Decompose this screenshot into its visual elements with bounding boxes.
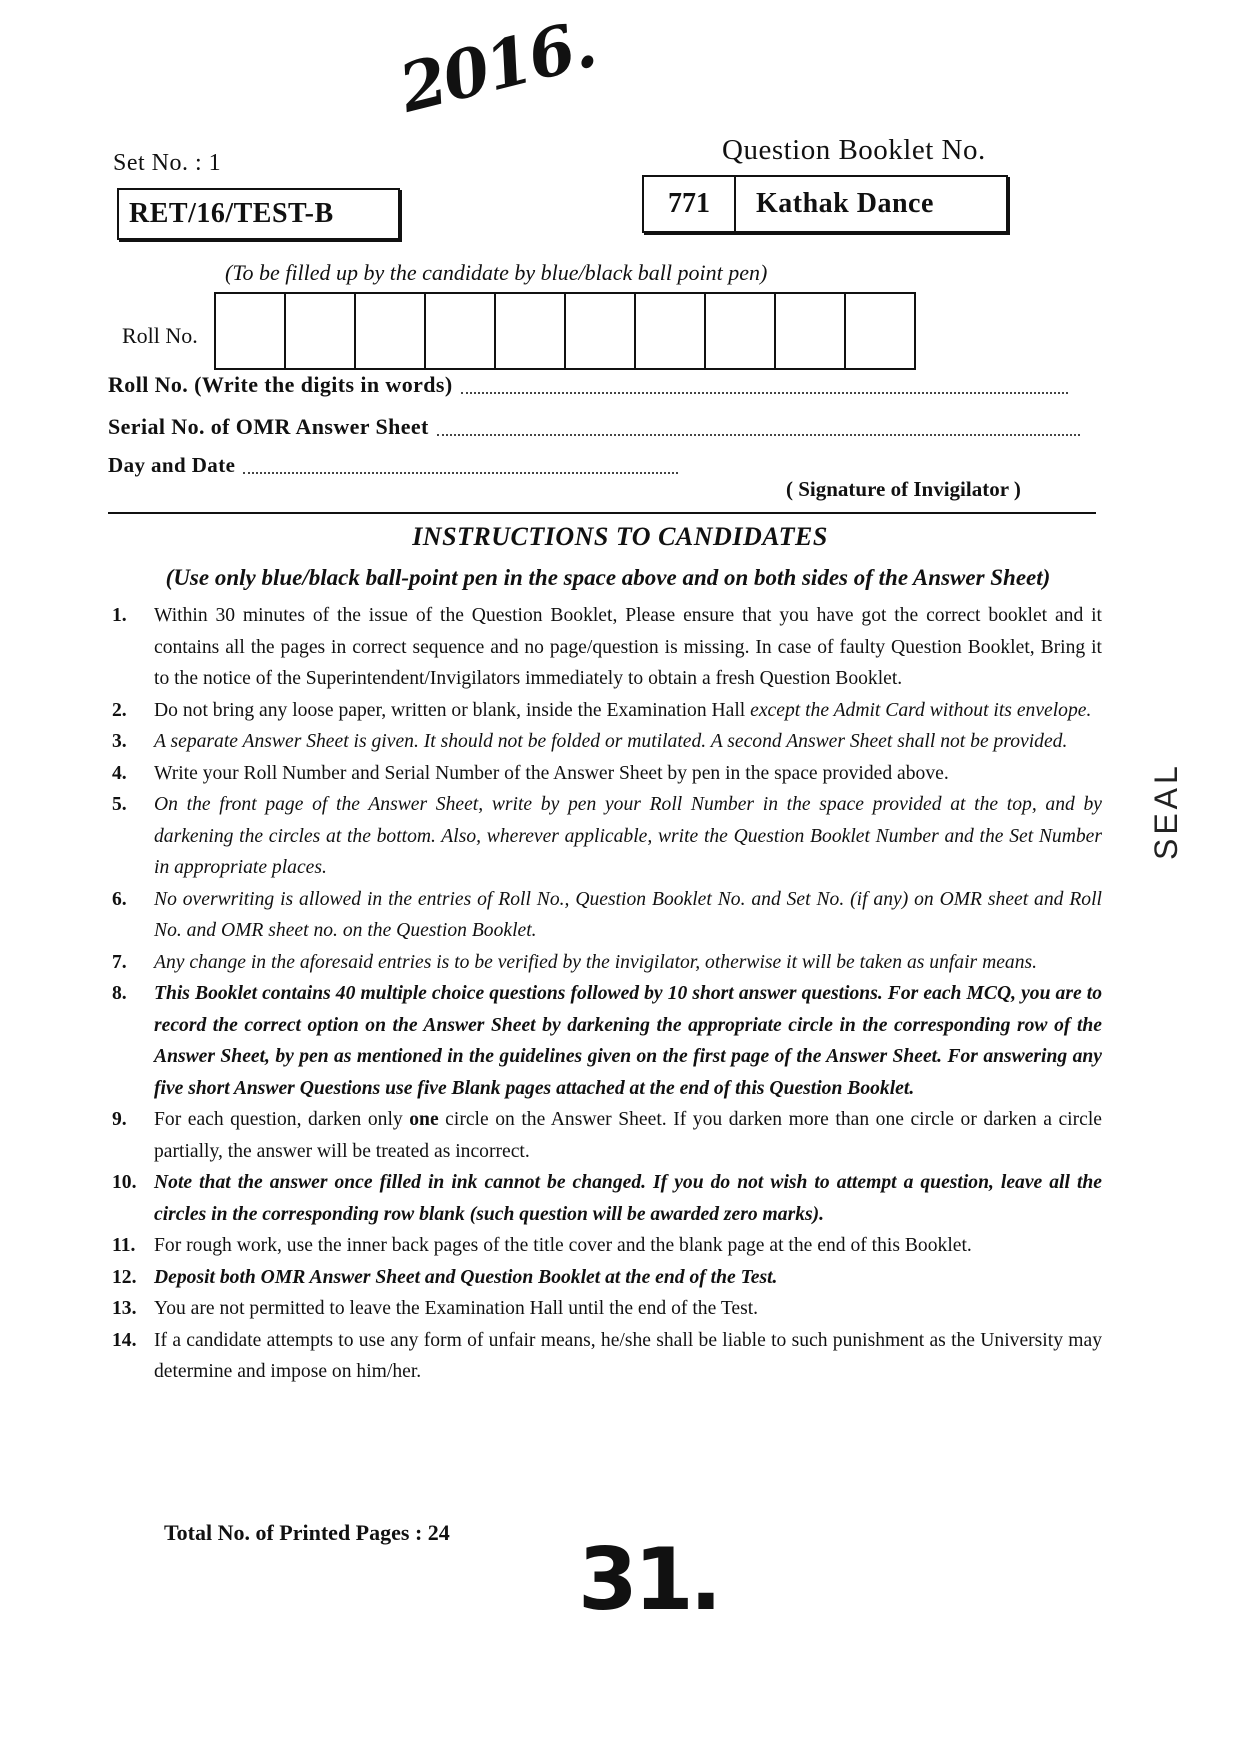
- seal-stamp: SEAL: [1148, 762, 1184, 860]
- instruction-item: [112, 978, 1102, 1104]
- instruction-number: 12.: [112, 1266, 137, 1288]
- booklet-number: 771: [644, 177, 736, 231]
- day-date-label: Day and Date: [108, 453, 236, 477]
- instruction-number: 6.: [112, 888, 127, 910]
- instruction-item: [112, 1262, 1102, 1294]
- instruction-item: [112, 1167, 1102, 1230]
- instruction-text: Do not bring any loose paper, written or blank, inside the Examination Hall: [154, 699, 751, 721]
- instruction-item: [112, 758, 1102, 790]
- dotted-line: [243, 472, 678, 474]
- instruction-number: 5.: [112, 794, 127, 815]
- roll-no-cell[interactable]: [846, 294, 916, 368]
- instruction-number: 10.: [112, 1172, 137, 1193]
- instruction-text: one: [409, 1109, 439, 1130]
- instructions-title: INSTRUCTIONS TO CANDIDATES: [412, 522, 828, 551]
- instruction-number: 8.: [112, 983, 127, 1004]
- instruction-item: [112, 884, 1102, 947]
- set-number: Set No. : 1: [113, 150, 222, 176]
- divider: [108, 512, 1096, 514]
- roll-no-words-label: Roll No. (Write the digits in words): [108, 372, 453, 397]
- question-booklet-title: Question Booklet No.: [722, 134, 986, 166]
- instruction-text: A separate Answer Sheet is given. It should not be folded or mutilated. A second Answer Sheet shall not be provided.: [154, 731, 1068, 752]
- booklet-number-box: [642, 175, 1008, 233]
- instruction-text: Within 30 minutes of the issue of the Question Booklet, Please ensure that you have got the correct booklet and it contains all the pages in correct sequence and no page/question is missing. In case of faulty Question Booklet, Bring it to the notice of the Superintendent/Invigilators immediately to obtain a fresh Question Booklet.: [154, 605, 1102, 689]
- dotted-line: [461, 392, 1068, 394]
- test-code: RET/16/TEST-B: [129, 198, 334, 229]
- subject-name: Kathak Dance: [756, 188, 934, 219]
- dotted-line: [437, 434, 1080, 436]
- instruction-text: except the Admit Card without its envelope.: [750, 699, 1092, 721]
- instruction-item: [112, 600, 1102, 695]
- roll-no-cell[interactable]: [776, 294, 846, 368]
- instruction-item: [112, 726, 1102, 758]
- instruction-text: Note that the answer once filled in ink cannot be changed. If you do not wish to attempt a question, leave all the circles in the corresponding row blank (such question will be awarded zero marks).: [154, 1172, 1102, 1225]
- instruction-number: 3.: [112, 731, 127, 752]
- handwritten-count: 31.: [578, 1530, 719, 1630]
- omr-serial-field[interactable]: [108, 414, 1080, 440]
- total-pages-value: 24: [427, 1520, 450, 1545]
- instruction-text: You are not permitted to leave the Examination Hall until the end of the Test.: [154, 1298, 759, 1319]
- instruction-number: 14.: [112, 1329, 137, 1351]
- instruction-text: No overwriting is allowed in the entries of Roll No., Question Booklet No. and Set No. (if any) on OMR sheet and Roll No. and OMR sheet no. on the Question Booklet.: [154, 888, 1102, 941]
- roll-no-cell[interactable]: [286, 294, 356, 368]
- roll-no-cell[interactable]: [496, 294, 566, 368]
- roll-no-cell[interactable]: [566, 294, 636, 368]
- instruction-text: If a candidate attempts to use any form of unfair means, he/she shall be liable to such punishment as the University may determine and impose on him/her.: [154, 1329, 1102, 1382]
- instruction-number: 11.: [112, 1235, 136, 1256]
- day-date-field[interactable]: [108, 453, 678, 478]
- instruction-text: Deposit both OMR Answer Sheet and Question Booklet at the end of the Test.: [154, 1266, 778, 1288]
- instructions-list: [112, 600, 1102, 1388]
- instructions-subtitle: (Use only blue/black ball-point pen in the space above and on both sides of the Answer Sheet): [165, 565, 1051, 590]
- instruction-text: Write your Roll Number and Serial Number of the Answer Sheet by pen in the space provided above.: [154, 762, 949, 784]
- instruction-number: 9.: [112, 1109, 127, 1130]
- total-printed-pages: [164, 1520, 450, 1546]
- invigilator-signature-label: ( Signature of Invigilator ): [786, 477, 1021, 501]
- handwritten-year: 2016.: [392, 4, 602, 128]
- instruction-text: For rough work, use the inner back pages of the title cover and the blank page at the end of this Booklet.: [154, 1235, 972, 1256]
- roll-no-cell[interactable]: [216, 294, 286, 368]
- instruction-item: [112, 695, 1102, 727]
- roll-no-cell[interactable]: [356, 294, 426, 368]
- roll-no-grid[interactable]: [214, 292, 916, 370]
- instruction-text: For each question, darken only: [154, 1109, 410, 1130]
- instruction-item: [112, 1325, 1102, 1388]
- instruction-text: On the front page of the Answer Sheet, write by pen your Roll Number in the space provided at the top, and by darkening the circles at the bottom. Also, wherever applicable, write the Question Booklet Number and the Set Number in appropriate places.: [154, 794, 1102, 878]
- instruction-number: 4.: [112, 762, 127, 784]
- instruction-item: [112, 789, 1102, 884]
- instruction-number: 7.: [112, 951, 127, 973]
- instruction-number: 13.: [112, 1298, 137, 1319]
- roll-no-words-field[interactable]: [108, 372, 1068, 398]
- instruction-item: [112, 1104, 1102, 1167]
- roll-no-cell[interactable]: [706, 294, 776, 368]
- instruction-number: 2.: [112, 699, 127, 721]
- instruction-text: Any change in the aforesaid entries is to be verified by the invigilator, otherwise it will be taken as unfair means.: [154, 951, 1038, 973]
- roll-no-cell[interactable]: [426, 294, 496, 368]
- instruction-text: This Booklet contains 40 multiple choice questions followed by 10 short answer questions. For each MCQ, you are to record the correct option on the Answer Sheet by darkening the appropriate circle in the corresponding row of the Answer Sheet, by pen as mentioned in the guidelines given on the first page of the Answer Sheet. For answering any five short Answer Questions use five Blank pages attached at the end of this Question Booklet.: [154, 983, 1102, 1099]
- roll-no-label: Roll No.: [122, 323, 198, 348]
- fill-instruction-note: (To be filled up by the candidate by blue/black ball point pen): [225, 260, 768, 285]
- instruction-item: [112, 1230, 1102, 1262]
- omr-serial-label: Serial No. of OMR Answer Sheet: [108, 414, 429, 439]
- total-pages-label: Total No. of Printed Pages :: [164, 1520, 423, 1545]
- instruction-item: [112, 947, 1102, 979]
- instruction-number: 1.: [112, 605, 127, 626]
- instruction-item: [112, 1293, 1102, 1325]
- test-code-box: [117, 188, 400, 240]
- instruction-text: circle on the Answer Sheet. If you darken more than one circle or darken a circle partially, the answer will be treated as incorrect.: [154, 1109, 1102, 1162]
- roll-no-cell[interactable]: [636, 294, 706, 368]
